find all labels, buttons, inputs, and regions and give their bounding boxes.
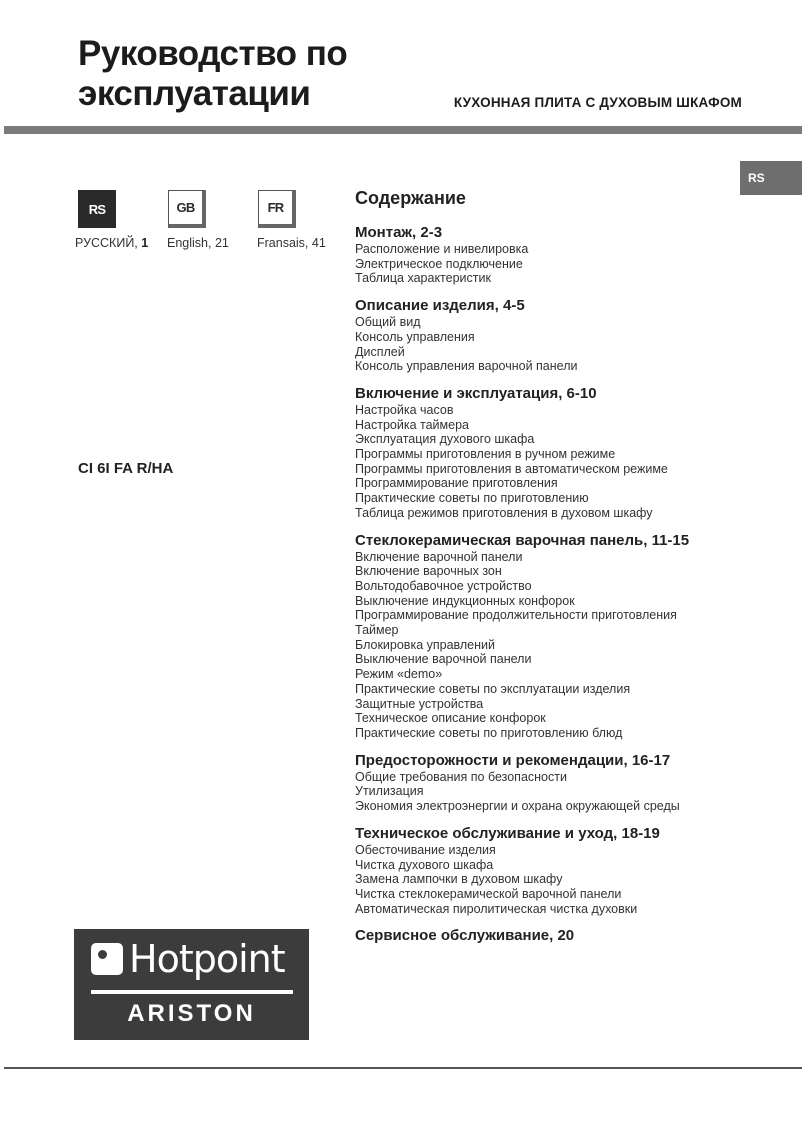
side-language-tab: RS bbox=[740, 161, 802, 195]
toc-item[interactable]: Блокировка управлений bbox=[355, 637, 496, 652]
toc-item[interactable]: Чистка духового шкафа bbox=[355, 857, 494, 872]
toc-sections bbox=[355, 224, 795, 945]
toc-title: Содержание bbox=[355, 188, 466, 208]
toc-item[interactable]: Дисплей bbox=[355, 344, 405, 359]
document-title bbox=[78, 34, 347, 114]
toc-item[interactable]: Консоль управления bbox=[355, 329, 475, 344]
toc-item[interactable]: Практические советы по приготовлению bbox=[355, 491, 589, 506]
toc-section bbox=[355, 532, 795, 741]
toc-section bbox=[355, 752, 795, 814]
toc-item[interactable]: Таблица режимов приготовления в духовом шкафу bbox=[355, 505, 653, 520]
toc-section-heading[interactable]: Монтаж, 2-3 bbox=[355, 224, 443, 241]
toc-item[interactable]: Расположение и нивелировка bbox=[355, 242, 529, 256]
toc-item[interactable]: Экономия электроэнергии и охрана окружающей среды bbox=[355, 799, 680, 814]
logo-sub: ARISTON bbox=[127, 1000, 256, 1027]
toc-item[interactable]: Общий вид bbox=[355, 315, 421, 330]
toc-section bbox=[355, 825, 795, 917]
toc-section-heading[interactable]: Стеклокерамическая варочная панель, 11-15 bbox=[355, 531, 690, 549]
toc-item[interactable]: Утилизация bbox=[355, 784, 424, 799]
language-gb[interactable] bbox=[167, 190, 229, 250]
logo-brand: Hotpoint bbox=[129, 937, 285, 981]
toc-item[interactable]: Таблица характеристик bbox=[355, 271, 491, 286]
language-label: English, 21 bbox=[167, 236, 229, 250]
language-label: РУССКИЙ, 1 bbox=[75, 236, 149, 250]
toc-section bbox=[355, 297, 795, 374]
toc-item[interactable]: Программы приготовления в ручном режиме bbox=[355, 447, 616, 462]
toc-section bbox=[355, 224, 795, 286]
bottom-divider bbox=[4, 1067, 802, 1069]
toc-section-heading[interactable]: Техническое обслуживание и уход, 18-19 bbox=[355, 824, 660, 842]
toc-section-heading[interactable]: Описание изделия, 4-5 bbox=[355, 297, 525, 315]
toc-item[interactable]: Практические советы по эксплуатации изделия bbox=[355, 681, 631, 696]
title-line-2: эксплуатации bbox=[78, 74, 311, 113]
model-number: CI 6I FA R/HA bbox=[78, 460, 174, 477]
toc-item[interactable]: Программирование приготовления bbox=[355, 476, 558, 491]
toc-section bbox=[355, 927, 795, 945]
toc-section-heading[interactable]: Сервисное обслуживание, 20 bbox=[355, 927, 575, 945]
language-label: Fransais, 41 bbox=[257, 236, 326, 250]
toc-item[interactable]: Таймер bbox=[355, 623, 399, 638]
toc-item[interactable]: Практические советы по приготовлению блюд bbox=[355, 725, 623, 740]
toc-item[interactable]: Выключение варочной панели bbox=[355, 652, 532, 667]
toc-section bbox=[355, 385, 795, 521]
logo-mark-icon bbox=[91, 943, 123, 975]
toc-item[interactable]: Вольтодобавочное устройство bbox=[355, 578, 532, 593]
toc-item[interactable]: Консоль управления варочной панели bbox=[355, 359, 578, 374]
logo-divider bbox=[91, 990, 293, 994]
toc-item[interactable]: Включение варочной панели bbox=[355, 549, 523, 564]
toc-item[interactable]: Техническое описание конфорок bbox=[355, 711, 546, 726]
toc-item[interactable]: Защитные устройства bbox=[355, 696, 484, 711]
language-code-badge: FR bbox=[258, 190, 296, 228]
language-rs[interactable] bbox=[75, 190, 149, 250]
language-code-badge: GB bbox=[168, 190, 206, 228]
toc-section-heading[interactable]: Включение и эксплуатация, 6-10 bbox=[355, 384, 597, 402]
table-of-contents bbox=[355, 188, 795, 956]
toc-item[interactable]: Режим «demo» bbox=[355, 667, 443, 682]
toc-item[interactable]: Настройка таймера bbox=[355, 417, 469, 432]
toc-item[interactable]: Замена лампочки в духовом шкафу bbox=[355, 872, 563, 887]
toc-item[interactable]: Программирование продолжительности приготовления bbox=[355, 608, 677, 623]
language-fr[interactable] bbox=[257, 190, 326, 250]
toc-item[interactable]: Автоматическая пиролитическая чистка духовки bbox=[355, 901, 638, 916]
toc-section-heading[interactable]: Предосторожности и рекомендации, 16-17 bbox=[355, 751, 671, 769]
toc-item[interactable]: Электрическое подключение bbox=[355, 256, 523, 271]
hotpoint-ariston-logo bbox=[74, 929, 309, 1040]
top-divider bbox=[4, 126, 802, 134]
document-subtitle: КУХОННАЯ ПЛИТА С ДУХОВЫМ ШКАФОМ bbox=[453, 95, 742, 110]
toc-item[interactable]: Чистка стеклокерамической варочной панели bbox=[355, 886, 622, 901]
toc-item[interactable]: Программы приготовления в автоматическом режиме bbox=[355, 461, 668, 476]
toc-item[interactable]: Эксплуатация духового шкафа bbox=[355, 432, 535, 447]
toc-item[interactable]: Общие требования по безопасности bbox=[355, 769, 567, 784]
toc-item[interactable]: Обесточивание изделия bbox=[355, 842, 496, 857]
language-code-badge: RS bbox=[78, 190, 116, 228]
toc-item[interactable]: Выключение индукционных конфорок bbox=[355, 593, 575, 608]
title-line-1: Руководство по bbox=[78, 34, 348, 73]
toc-item[interactable]: Включение варочных зон bbox=[355, 564, 502, 579]
toc-item[interactable]: Настройка часов bbox=[355, 402, 454, 417]
